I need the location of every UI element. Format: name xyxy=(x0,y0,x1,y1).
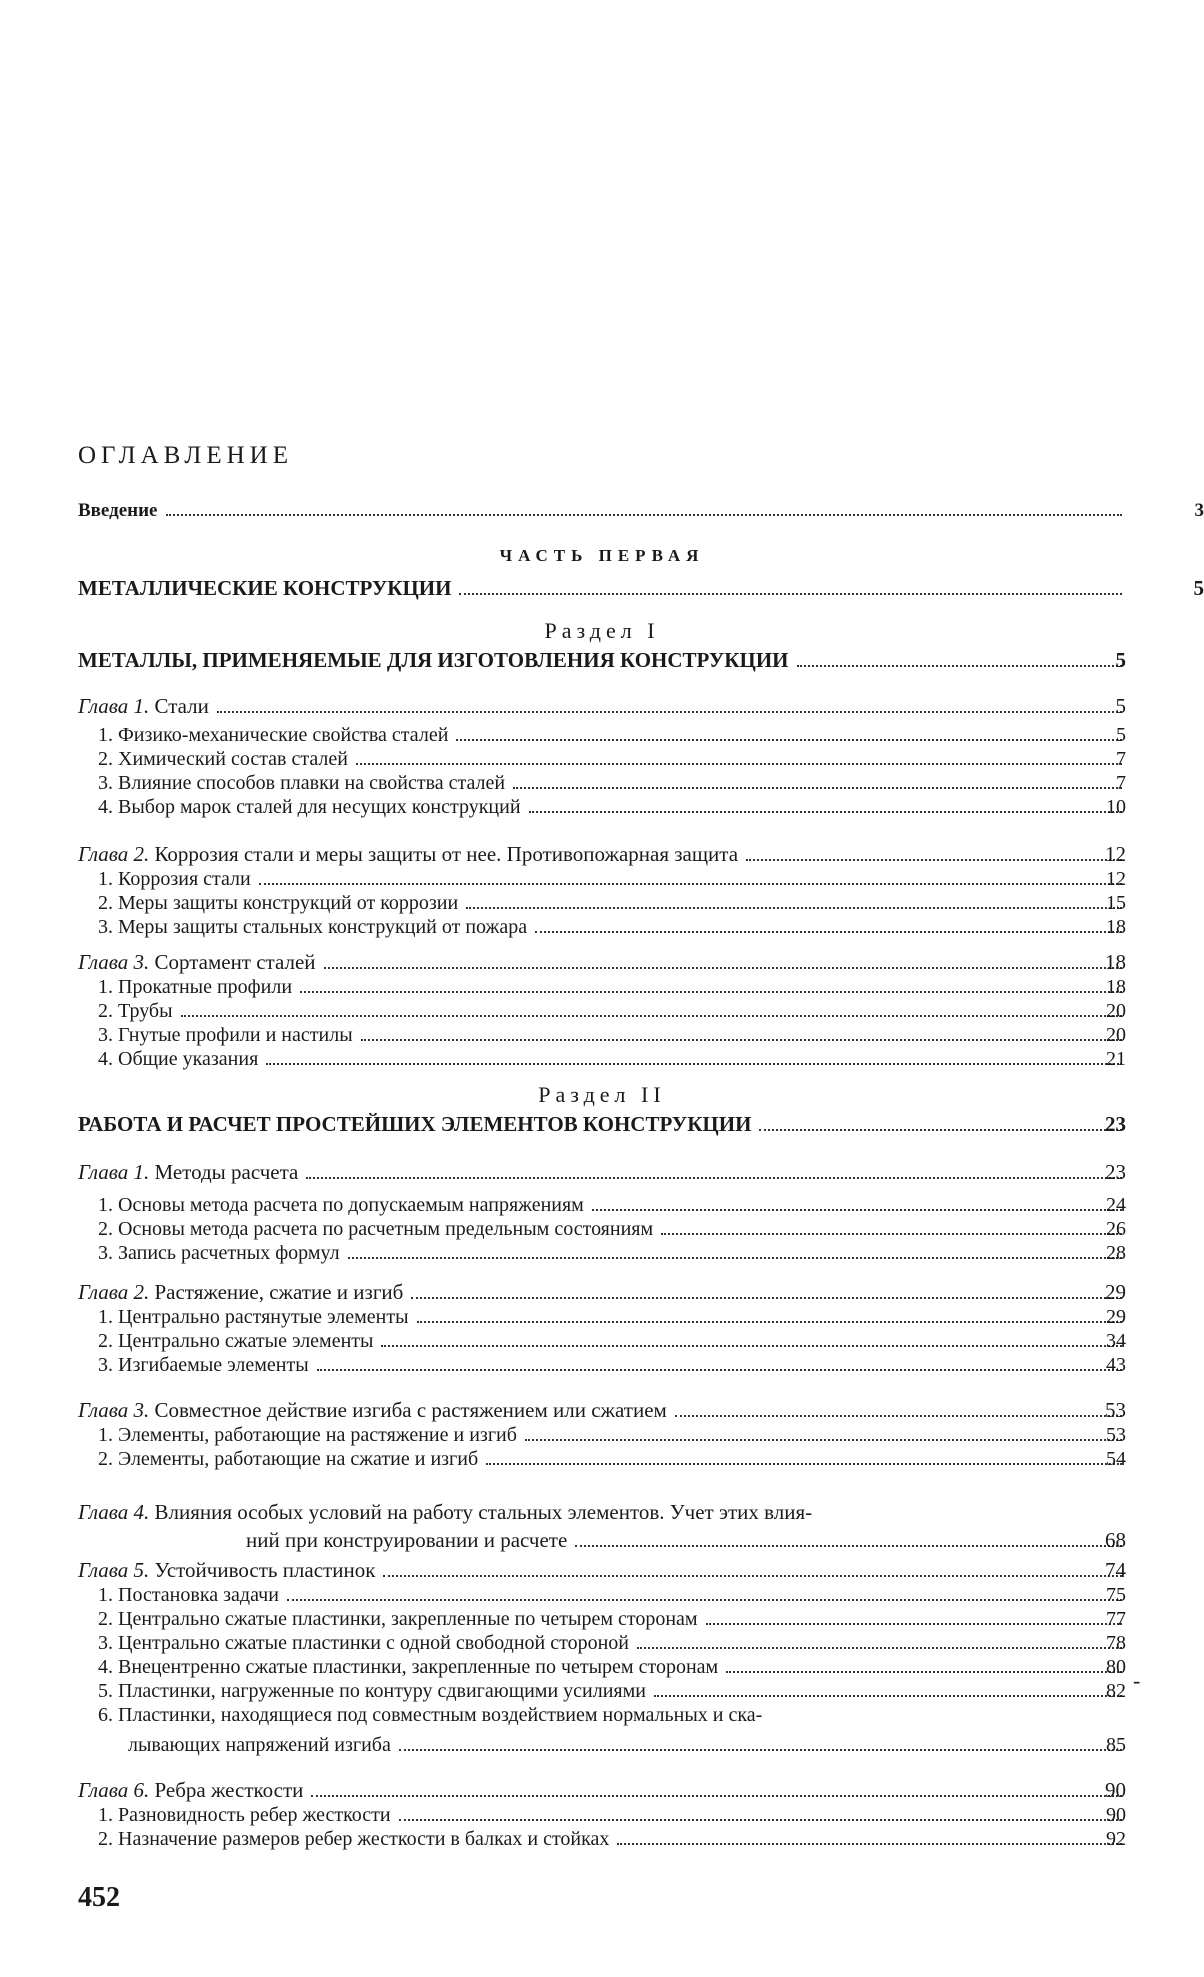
dot-leader xyxy=(637,1647,1122,1649)
toc-entry-item xyxy=(98,976,1126,1000)
entry-title-text: 2. Основы метода расчета по расчетным предельным состояниям xyxy=(98,1218,654,1240)
entry-page: 5 xyxy=(1115,694,1126,718)
entry-title xyxy=(98,748,348,771)
dot-leader xyxy=(381,1345,1122,1347)
entry-title xyxy=(78,842,738,867)
dot-leader xyxy=(759,1129,1122,1131)
dot-leader xyxy=(361,1039,1122,1041)
entry-title xyxy=(98,1306,409,1329)
chapter-label: Глава 2. xyxy=(78,1280,150,1304)
toc-entry-section xyxy=(78,648,1126,672)
dot-leader xyxy=(311,1795,1122,1797)
entry-title xyxy=(98,1828,609,1851)
entry-page: 80 xyxy=(1106,1656,1126,1678)
dot-leader xyxy=(575,1545,1122,1547)
toc-entry-item xyxy=(98,1704,1126,1728)
entry-title-text: 6. Пластинки, находящиеся под совместным воздействием нормальных и ска- xyxy=(98,1704,763,1726)
toc-entry-chapter xyxy=(78,1160,1126,1184)
dot-leader xyxy=(324,967,1122,969)
entry-title xyxy=(98,1242,340,1265)
entry-page: 23 xyxy=(1105,1160,1126,1184)
entry-title: МЕТАЛЛИЧЕСКИЕ КОНСТРУКЦИИ xyxy=(78,576,452,600)
toc-entry-item xyxy=(98,1608,1126,1632)
chapter-label: Глава 2. xyxy=(78,842,150,866)
entry-page: 3 xyxy=(1194,500,1204,521)
entry-title-text: 3. Влияние способов плавки на свойства сталей xyxy=(98,772,506,794)
dot-leader xyxy=(706,1623,1122,1625)
entry-title-text: Влияния особых условий на работу стальных элементов. Учет этих влия- xyxy=(154,1500,813,1524)
toc-entry-item xyxy=(98,1306,1126,1330)
entry-title xyxy=(78,1398,667,1423)
entry-title-text: 1. Постановка задачи xyxy=(98,1584,279,1606)
dot-leader xyxy=(266,1063,1122,1065)
section-label: Раздел II xyxy=(538,1082,666,1107)
entry-title-text: 3. Изгибаемые элементы xyxy=(98,1354,309,1376)
entry-page: 43 xyxy=(1106,1354,1126,1376)
dot-leader xyxy=(317,1369,1122,1371)
entry-title xyxy=(98,1656,718,1679)
entry-title xyxy=(98,772,505,795)
entry-page: 7 xyxy=(1116,772,1126,794)
entry-title xyxy=(98,1584,279,1607)
entry-page: 10 xyxy=(1106,796,1126,818)
entry-page: 29 xyxy=(1106,1306,1126,1328)
entry-title xyxy=(98,1608,698,1631)
entry-page: 82 xyxy=(1106,1680,1126,1702)
entry-title: Введение xyxy=(78,500,158,521)
entry-title xyxy=(98,724,448,747)
margin-mark: - xyxy=(1133,1668,1141,1693)
toc-entry-item-continuation xyxy=(128,1734,1126,1758)
entry-page: 74 xyxy=(1105,1558,1126,1582)
entry-page: 85 xyxy=(1106,1734,1126,1756)
dot-leader xyxy=(535,931,1122,933)
toc-entry-item xyxy=(98,796,1126,820)
dot-leader xyxy=(166,514,1123,516)
toc-entry-item xyxy=(98,892,1126,916)
dot-leader xyxy=(486,1463,1122,1465)
toc-entry-item xyxy=(98,1828,1126,1852)
entry-title xyxy=(98,1194,584,1217)
entry-title-text: 2. Меры защиты конструкций от коррозии xyxy=(98,892,459,914)
entry-title-text: 3. Гнутые профили и настилы xyxy=(98,1024,353,1046)
entry-title-text: Устойчивость пластинок xyxy=(154,1558,376,1582)
entry-title-text: лывающих напряжений изгиба xyxy=(128,1734,391,1756)
entry-title-text: 1. Элементы, работающие на растяжение и изгиб xyxy=(98,1424,517,1446)
entry-page: 20 xyxy=(1106,1024,1126,1046)
entry-title-text: 1. Разновидность ребер жесткости xyxy=(98,1804,391,1826)
entry-title-text: 1. Прокатные профили xyxy=(98,976,293,998)
entry-page: 34 xyxy=(1106,1330,1126,1352)
entry-page: 23 xyxy=(1105,1112,1126,1136)
entry-title xyxy=(98,868,251,891)
entry-title-text: 1. Основы метода расчета по допускаемым напряжениям xyxy=(98,1194,584,1216)
chapter-label: Глава 3. xyxy=(78,1398,150,1422)
entry-title-text: Методы расчета xyxy=(154,1160,299,1184)
entry-title-text: 4. Общие указания xyxy=(98,1048,259,1070)
toc-entry-chapter xyxy=(78,1280,1126,1304)
part-label: ЧАСТЬ ПЕРВАЯ xyxy=(499,546,705,565)
entry-title xyxy=(78,648,789,673)
dot-leader xyxy=(259,883,1122,885)
entry-page: 18 xyxy=(1106,916,1126,938)
entry-page: 20 xyxy=(1106,1000,1126,1022)
dot-leader xyxy=(459,593,1122,595)
entry-title xyxy=(78,1778,303,1803)
toc-entry-item xyxy=(98,1354,1126,1378)
toc-entry-item xyxy=(98,1448,1126,1472)
entry-title xyxy=(98,1680,646,1703)
entry-title xyxy=(78,694,209,719)
toc-entry-chapter-continuation xyxy=(246,1528,1126,1552)
entry-title-text: 4. Выбор марок сталей для несущих конструкций xyxy=(98,796,521,818)
chapter-label: Глава 1. xyxy=(78,694,150,718)
dot-leader xyxy=(592,1209,1122,1211)
entry-page: 92 xyxy=(1106,1828,1126,1850)
entry-title-text: 2. Трубы xyxy=(98,1000,173,1022)
dot-leader xyxy=(525,1439,1122,1441)
entry-title-text: Стали xyxy=(154,694,209,718)
entry-page: 18 xyxy=(1106,976,1126,998)
entry-title xyxy=(98,1704,762,1727)
entry-title-text: МЕТАЛЛЫ, ПРИМЕНЯЕМЫЕ ДЛЯ ИЗГОТОВЛЕНИЯ КОНСТРУКЦИИ xyxy=(78,648,789,672)
dot-leader xyxy=(417,1321,1122,1323)
entry-title-text: 3. Центрально сжатые пластинки с одной свободной стороной xyxy=(98,1632,629,1654)
entry-page: 5 xyxy=(1193,576,1204,600)
entry-title-text: 4. Внецентренно сжатые пластинки, закрепленные по четырем сторонам xyxy=(98,1656,719,1678)
toc-entry-item xyxy=(98,1024,1126,1048)
entry-title-text: ний при конструировании и расчете xyxy=(246,1528,568,1552)
entry-title xyxy=(78,1280,403,1305)
entry-title xyxy=(98,1804,391,1827)
page-number: 452 xyxy=(78,1882,120,1913)
dot-leader xyxy=(287,1599,1122,1601)
dot-leader xyxy=(383,1575,1122,1577)
entry-page: 21 xyxy=(1106,1048,1126,1070)
dot-leader xyxy=(306,1177,1122,1179)
dot-leader xyxy=(654,1695,1122,1697)
entry-title-text: 2. Элементы, работающие на сжатие и изгиб xyxy=(98,1448,479,1470)
entry-title-text: Растяжение, сжатие и изгиб xyxy=(154,1280,404,1304)
dot-leader xyxy=(411,1297,1122,1299)
entry-title-text: 1. Физико-механические свойства сталей xyxy=(98,724,449,746)
entry-title-text: 3. Запись расчетных формул xyxy=(98,1242,340,1264)
entry-page: 77 xyxy=(1106,1608,1126,1630)
toc-entry-item xyxy=(98,1242,1126,1266)
entry-title xyxy=(98,1048,258,1071)
dot-leader xyxy=(746,859,1122,861)
dot-leader xyxy=(675,1415,1122,1417)
toc-entry-item xyxy=(98,1330,1126,1354)
entry-title-text: Коррозия стали и меры защиты от нее. Противопожарная защита xyxy=(154,842,739,866)
toc-entry-chapter xyxy=(78,1398,1126,1422)
dot-leader xyxy=(513,787,1122,789)
toc-entry-part xyxy=(78,576,1204,600)
chapter-label: Глава 4. xyxy=(78,1500,150,1524)
entry-title xyxy=(98,1424,517,1447)
entry-title xyxy=(98,1000,173,1023)
entry-title-text: Сортамент сталей xyxy=(154,950,316,974)
entry-title xyxy=(98,1448,478,1471)
dot-leader xyxy=(456,739,1122,741)
dot-leader xyxy=(661,1233,1122,1235)
entry-page: 28 xyxy=(1106,1242,1126,1264)
entry-title-text: 2. Назначение размеров ребер жесткости в балках и стойках xyxy=(98,1828,610,1850)
toc-entry-item xyxy=(98,1194,1126,1218)
dot-leader xyxy=(617,1843,1122,1845)
entry-title-text: Ребра жесткости xyxy=(154,1778,304,1802)
dot-leader xyxy=(181,1015,1122,1017)
toc-entry-chapter xyxy=(78,842,1126,866)
toc-entry-chapter xyxy=(78,950,1126,974)
dot-leader xyxy=(529,811,1122,813)
entry-page: 12 xyxy=(1106,868,1126,890)
entry-page: 68 xyxy=(1105,1528,1126,1552)
entry-page: 53 xyxy=(1105,1398,1126,1422)
toc-entry-item xyxy=(98,1584,1126,1608)
entry-title xyxy=(98,892,458,915)
entry-title xyxy=(98,1218,653,1241)
chapter-label: Глава 6. xyxy=(78,1778,150,1802)
entry-page: 90 xyxy=(1105,1778,1126,1802)
entry-title-text: Совместное действие изгиба с растяжением или сжатием xyxy=(154,1398,667,1422)
entry-page: 90 xyxy=(1106,1804,1126,1826)
dot-leader xyxy=(399,1749,1122,1751)
dot-leader xyxy=(356,763,1122,765)
entry-title-text: 5. Пластинки, нагруженные по контуру сдвигающими усилиями xyxy=(98,1680,646,1702)
entry-title xyxy=(98,1330,373,1353)
entry-title-text: 2. Центрально сжатые элементы xyxy=(98,1330,374,1352)
entry-title-text: РАБОТА И РАСЧЕТ ПРОСТЕЙШИХ ЭЛЕМЕНТОВ КОНСТРУКЦИИ xyxy=(78,1112,752,1136)
dot-leader xyxy=(466,907,1122,909)
entry-page: 24 xyxy=(1106,1194,1126,1216)
toc-entry-item xyxy=(98,1804,1126,1828)
entry-title-text: 2. Центрально сжатые пластинки, закрепленные по четырем сторонам xyxy=(98,1608,698,1630)
toc-entry-chapter xyxy=(78,1558,1126,1582)
toc-entry-chapter xyxy=(78,1500,1126,1524)
toc-entry-item xyxy=(98,1048,1126,1072)
entry-page: 78 xyxy=(1106,1632,1126,1654)
entry-title xyxy=(78,950,316,975)
entry-title xyxy=(98,1024,353,1047)
entry-title-text: 3. Меры защиты стальных конструкций от пожара xyxy=(98,916,528,938)
entry-title-text: 1. Центрально растянутые элементы xyxy=(98,1306,409,1328)
dot-leader xyxy=(399,1819,1122,1821)
toc-entry-item xyxy=(98,772,1126,796)
entry-title xyxy=(78,1112,751,1137)
entry-title xyxy=(98,1632,629,1655)
toc-entry-item xyxy=(98,1424,1126,1448)
chapter-label: Глава 3. xyxy=(78,950,150,974)
entry-page: 29 xyxy=(1105,1280,1126,1304)
toc-entry-item xyxy=(98,868,1126,892)
entry-page: 15 xyxy=(1106,892,1126,914)
entry-page: 53 xyxy=(1106,1424,1126,1446)
entry-page: 26 xyxy=(1106,1218,1126,1240)
entry-title xyxy=(128,1734,391,1757)
toc-entry-chapter xyxy=(78,694,1126,718)
entry-page: 5 xyxy=(1116,724,1126,746)
section-label: Раздел I xyxy=(544,618,660,643)
chapter-label: Глава 5. xyxy=(78,1558,150,1582)
toc-heading: ОГЛАВЛЕНИЕ xyxy=(78,442,293,469)
entry-title xyxy=(78,1558,375,1583)
entry-page: 12 xyxy=(1105,842,1126,866)
entry-page: 5 xyxy=(1115,648,1126,672)
entry-page: 18 xyxy=(1105,950,1126,974)
toc-entry-item xyxy=(98,1632,1126,1656)
entry-title xyxy=(78,1500,812,1525)
toc-entry-section xyxy=(78,1112,1126,1136)
entry-title xyxy=(98,1354,309,1377)
toc-entry-item xyxy=(98,916,1126,940)
dot-leader xyxy=(726,1671,1122,1673)
entry-title-text: 2. Химический состав сталей xyxy=(98,748,348,770)
toc-entry-item xyxy=(98,748,1126,772)
entry-title xyxy=(78,1160,298,1185)
toc-entry-intro xyxy=(78,500,1204,524)
toc-entry-item xyxy=(98,1680,1126,1704)
dot-leader xyxy=(300,991,1122,993)
dot-leader xyxy=(797,665,1122,667)
entry-title xyxy=(98,916,527,939)
toc-entry-item xyxy=(98,724,1126,748)
dot-leader xyxy=(217,711,1122,713)
toc-entry-item xyxy=(98,1656,1126,1680)
entry-title xyxy=(98,796,521,819)
entry-page: 75 xyxy=(1106,1584,1126,1606)
toc-entry-chapter xyxy=(78,1778,1126,1802)
chapter-label: Глава 1. xyxy=(78,1160,150,1184)
entry-title-text: 1. Коррозия стали xyxy=(98,868,251,890)
dot-leader xyxy=(348,1257,1122,1259)
toc-entry-item xyxy=(98,1218,1126,1242)
entry-page: 54 xyxy=(1106,1448,1126,1470)
entry-title xyxy=(246,1528,567,1553)
entry-title xyxy=(98,976,292,999)
toc-entry-item xyxy=(98,1000,1126,1024)
entry-page: 7 xyxy=(1116,748,1126,770)
